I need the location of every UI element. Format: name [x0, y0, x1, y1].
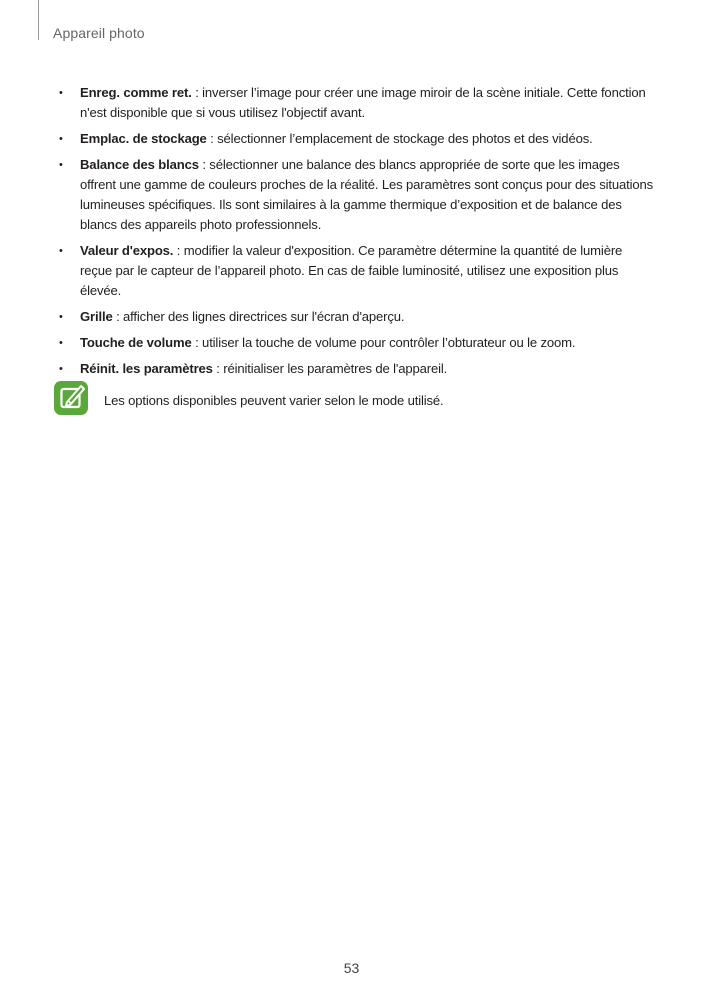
camera-options-list — [56, 83, 656, 385]
bullet-icon: • — [59, 159, 63, 171]
option-mirror — [56, 83, 656, 123]
bullet-icon: • — [59, 363, 63, 375]
option-volume-key — [56, 333, 656, 353]
bullet-icon: • — [59, 87, 63, 99]
option-term: Emplac. de stockage — [80, 131, 207, 146]
note-text: Les options disponibles peuvent varier selon le mode utilisé. — [104, 393, 444, 408]
page-number: 53 — [343, 960, 360, 976]
header-divider — [38, 0, 39, 40]
option-term: Enreg. comme ret. — [80, 85, 192, 100]
option-description: : réinitialiser les paramètres de l'appareil. — [212, 361, 448, 376]
option-description: : afficher des lignes directrices sur l'écran d'aperçu. — [112, 309, 405, 324]
option-description: : inverser l’image pour créer une image miroir de la scène initiale. Cette fonction n'est disponible que si vous utilisez l'objectif avant. — [80, 85, 646, 120]
bullet-icon: • — [59, 311, 63, 323]
option-storage-location — [56, 129, 656, 149]
option-term: Grille — [80, 309, 113, 324]
option-description: : sélectionner l’emplacement de stockage des photos et des vidéos. — [206, 131, 593, 146]
option-description: : modifier la valeur d'exposition. Ce paramètre détermine la quantité de lumière reçue par le capteur de l’appareil photo. En cas de faible luminosité, utilisez une exposition plus élevée. — [80, 243, 623, 298]
note-pencil-icon — [54, 381, 88, 415]
bullet-icon: • — [59, 337, 63, 349]
option-reset-settings — [56, 359, 656, 379]
option-term: Valeur d'expos. — [80, 243, 174, 258]
option-white-balance — [56, 155, 656, 235]
option-term: Balance des blancs — [80, 157, 199, 172]
option-description: : utiliser la touche de volume pour contrôler l’obturateur ou le zoom. — [191, 335, 576, 350]
option-term: Réinit. les paramètres — [80, 361, 213, 376]
option-term: Touche de volume — [80, 335, 192, 350]
option-grid — [56, 307, 656, 327]
option-description: : sélectionner une balance des blancs appropriée de sorte que les images offrent une gamme de couleurs proches de la réalité. Les paramètres sont conçus pour des situations lumineuses spécifiques. Ils sont similaires à la gamme thermique d’exposition et de balance des blancs des appareils photo professionnels. — [80, 157, 654, 232]
page-header-title: Appareil photo — [53, 25, 145, 41]
note-box — [54, 381, 654, 421]
bullet-icon: • — [59, 133, 63, 145]
option-exposure-value — [56, 241, 656, 301]
bullet-icon: • — [59, 245, 63, 257]
